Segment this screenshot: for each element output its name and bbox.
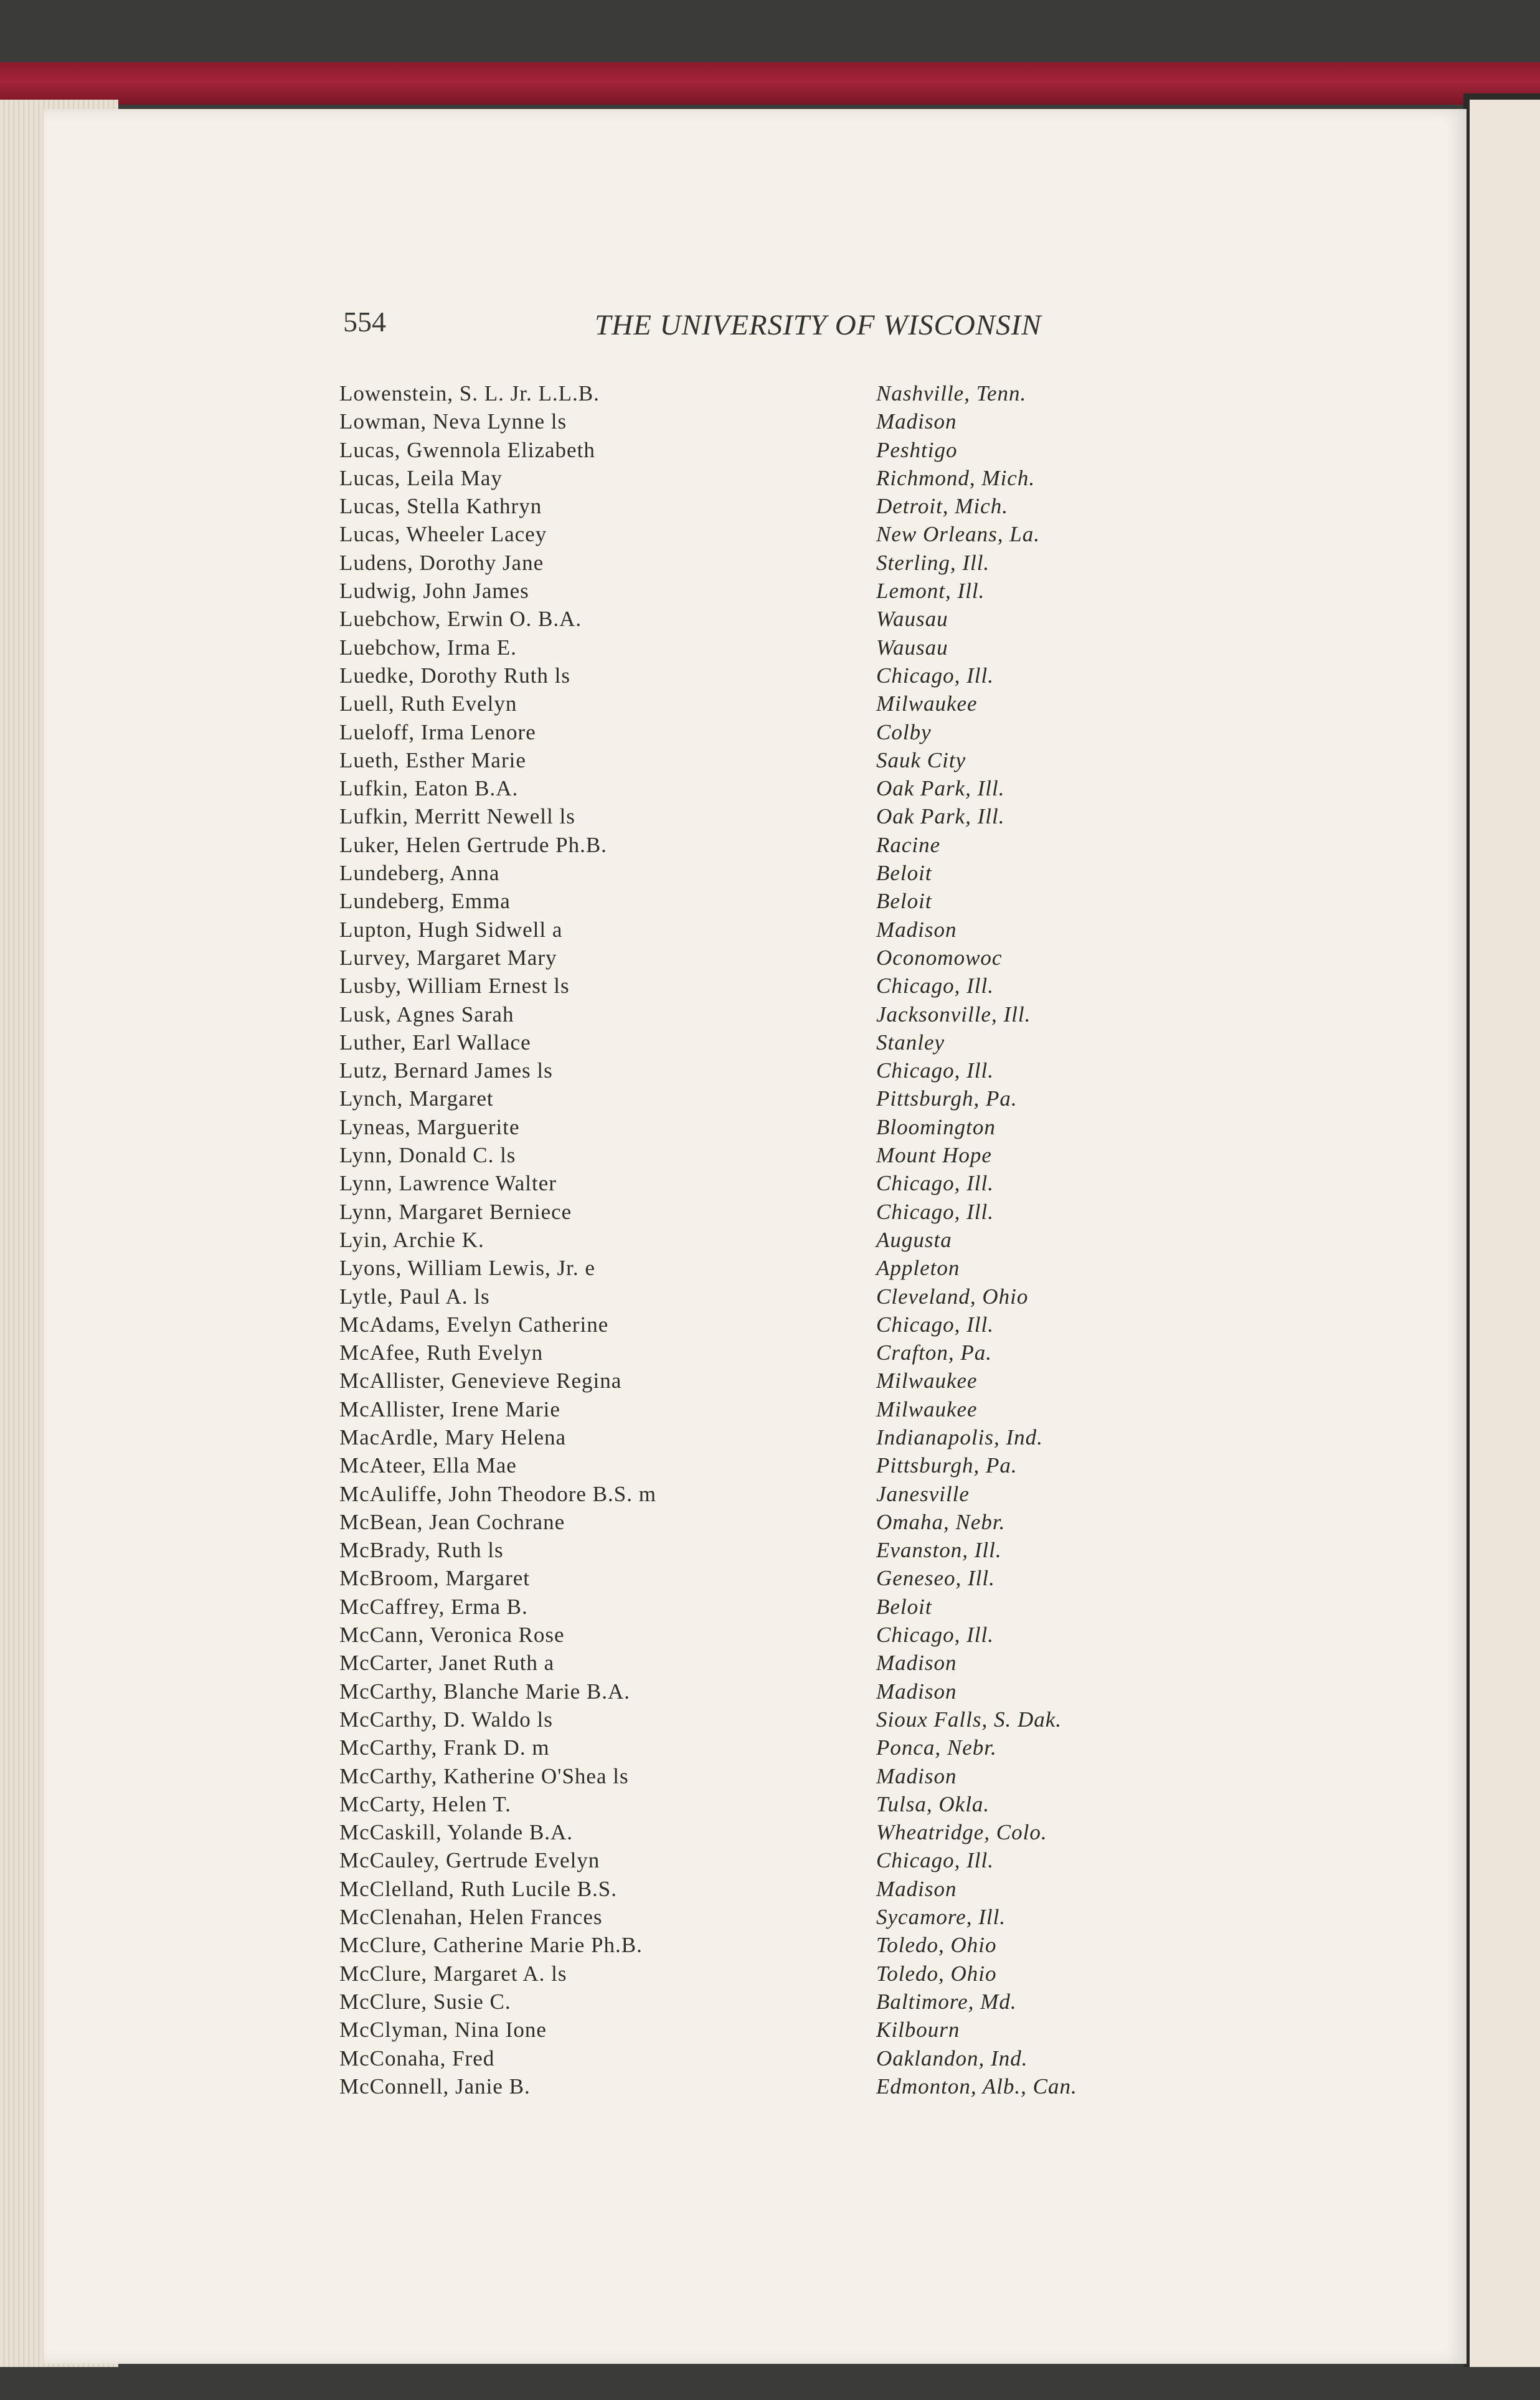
entry-hometown: Wheatridge, Colo. [876,1820,1047,1845]
entry-name: Luedke, Dorothy Ruth ls [339,663,571,688]
entry-hometown: Appleton [876,1256,960,1281]
entry-hometown: Chicago, Ill. [876,663,994,688]
entry-name: McBrady, Ruth ls [339,1538,504,1563]
entry-name: Lucas, Leila May [339,465,503,490]
entry-name: Lyneas, Marguerite [339,1114,520,1139]
entry-hometown: New Orleans, La. [876,522,1040,547]
entry-hometown: Chicago, Ill. [876,974,994,998]
entry-hometown: Crafton, Pa. [876,1340,993,1365]
entry-hometown: Richmond, Mich. [876,465,1036,490]
entry-name: Lucas, Gwennola Elizabeth [339,437,595,462]
entry-name: McBean, Jean Cochrane [339,1509,565,1534]
entry-name: McAllister, Irene Marie [339,1397,560,1421]
entry-hometown: Wausau [876,607,948,632]
entry-name: Luker, Helen Gertrude Ph.B. [339,832,607,857]
entry-name: Lupton, Hugh Sidwell a [339,917,563,942]
entry-hometown: Milwaukee [876,1397,978,1421]
entry-name: Lynch, Margaret [339,1086,494,1111]
entry-name: McConaha, Fred [339,2046,495,2070]
entry-name: McClenahan, Helen Frances [339,1905,603,1930]
entry-hometown: Indianapolis, Ind. [876,1425,1043,1449]
entry-name: McBroom, Margaret [339,1566,531,1591]
entry-hometown: Oaklandon, Ind. [876,2046,1028,2070]
entry-hometown: Milwaukee [876,1368,978,1393]
entry-name: Lowman, Neva Lynne ls [339,409,567,434]
entry-name: McCauley, Gertrude Evelyn [339,1848,600,1873]
entry-hometown: Beloit [876,861,932,886]
entry-hometown: Madison [876,1679,957,1704]
entry-name: McClure, Susie C. [339,1989,511,2014]
entry-name: Ludens, Dorothy Jane [339,550,544,575]
entry-name: McCarthy, Frank D. m [339,1735,550,1760]
entry-name: McClure, Margaret A. ls [339,1961,567,1986]
adjacent-page-edge [1470,100,1540,2373]
entry-name: Lucas, Wheeler Lacey [339,522,547,547]
entry-name: McCarthy, D. Waldo ls [339,1707,553,1732]
entry-name: McConnell, Janie B. [339,2074,531,2099]
entry-hometown: Wausau [876,635,948,660]
entry-hometown: Chicago, Ill. [876,1171,994,1196]
entry-hometown: Evanston, Ill. [876,1538,1002,1563]
entry-hometown: Madison [876,409,957,434]
entry-name: Ludwig, John James [339,579,529,604]
running-head: THE UNIVERSITY OF WISCONSIN [595,309,1042,341]
entry-hometown: Tulsa, Okla. [876,1791,990,1816]
entry-name: Lynn, Lawrence Walter [339,1171,557,1196]
entry-hometown: Detroit, Mich. [876,494,1008,519]
entry-name: McCarty, Helen T. [339,1791,511,1816]
entry-hometown: Baltimore, Md. [876,1989,1017,2014]
entry-name: McClure, Catherine Marie Ph.B. [339,1933,643,1958]
entry-hometown: Edmonton, Alb., Can. [876,2074,1077,2099]
entry-name: McClelland, Ruth Lucile B.S. [339,1876,618,1901]
entry-hometown: Madison [876,1651,957,1676]
entry-name: McAuliffe, John Theodore B.S. m [339,1481,656,1506]
entry-name: Lurvey, Margaret Mary [339,945,557,970]
entry-hometown: Omaha, Nebr. [876,1509,1006,1534]
entry-name: Lufkin, Eaton B.A. [339,776,519,801]
entry-hometown: Chicago, Ill. [876,1312,994,1337]
entry-name: Lytle, Paul A. ls [339,1284,490,1309]
entry-hometown: Sycamore, Ill. [876,1905,1006,1930]
entry-name: Luebchow, Irma E. [339,635,517,660]
entry-hometown: Janesville [876,1481,970,1506]
entry-hometown: Toledo, Ohio [876,1961,997,1986]
entry-hometown: Chicago, Ill. [876,1199,994,1224]
entry-hometown: Oak Park, Ill. [876,776,1005,801]
entry-name: McCann, Veronica Rose [339,1623,565,1648]
page-number: 554 [343,306,386,338]
entry-name: MacArdle, Mary Helena [339,1425,567,1449]
entry-hometown: Sioux Falls, S. Dak. [876,1707,1062,1732]
entry-hometown: Toledo, Ohio [876,1933,997,1958]
entry-hometown: Nashville, Tenn. [876,381,1027,406]
entry-name: McCarthy, Katherine O'Shea ls [339,1763,629,1788]
entry-hometown: Bloomington [876,1114,996,1139]
entry-hometown: Oconomowoc [876,945,1003,970]
entry-hometown: Beloit [876,889,932,914]
entry-hometown: Mount Hope [876,1143,992,1168]
entry-name: Luther, Earl Wallace [339,1030,531,1055]
entry-name: McCaffrey, Erma B. [339,1594,528,1619]
entry-hometown: Milwaukee [876,691,978,716]
entry-hometown: Madison [876,1763,957,1788]
entry-name: Lynn, Donald C. ls [339,1143,516,1168]
entry-name: Lueth, Esther Marie [339,747,526,772]
entry-name: McCarthy, Blanche Marie B.A. [339,1679,631,1704]
book-spine-binding [0,62,1540,105]
entry-hometown: Racine [876,832,941,857]
entry-name: Lueloff, Irma Lenore [339,719,536,744]
entry-name: Lusk, Agnes Sarah [339,1002,514,1027]
entry-hometown: Sterling, Ill. [876,550,990,575]
entry-hometown: Chicago, Ill. [876,1058,994,1083]
entry-name: Luell, Ruth Evelyn [339,691,517,716]
entry-name: McCarter, Janet Ruth a [339,1651,555,1676]
entry-hometown: Chicago, Ill. [876,1623,994,1648]
entry-name: Lundeberg, Anna [339,861,500,886]
entry-hometown: Augusta [876,1227,952,1252]
entry-name: McAteer, Ella Mae [339,1453,517,1478]
entry-hometown: Colby [876,719,932,744]
entry-hometown: Madison [876,1876,957,1901]
entry-name: Lutz, Bernard James ls [339,1058,553,1083]
background-bottom [0,2367,1540,2400]
entry-hometown: Pittsburgh, Pa. [876,1086,1018,1111]
entry-hometown: Jacksonville, Ill. [876,1002,1031,1027]
entry-name: Lundeberg, Emma [339,889,511,914]
entry-name: McClyman, Nina Ione [339,2018,547,2042]
entry-hometown: Stanley [876,1030,945,1055]
entry-name: Lusby, William Ernest ls [339,974,570,998]
entry-hometown: Cleveland, Ohio [876,1284,1029,1309]
entry-hometown: Sauk City [876,747,966,772]
entry-name: Lyons, William Lewis, Jr. e [339,1256,595,1281]
entry-name: McAdams, Evelyn Catherine [339,1312,609,1337]
entry-name: Lufkin, Merritt Newell ls [339,804,575,829]
entry-name: Lucas, Stella Kathryn [339,494,542,519]
entry-hometown: Peshtigo [876,437,958,462]
entry-hometown: Beloit [876,1594,932,1619]
entry-hometown: Madison [876,917,957,942]
entry-name: McCaskill, Yolande B.A. [339,1820,573,1845]
entry-name: Lynn, Margaret Berniece [339,1199,572,1224]
entry-name: McAllister, Genevieve Regina [339,1368,622,1393]
entry-name: Luebchow, Erwin O. B.A. [339,607,582,632]
entry-hometown: Chicago, Ill. [876,1848,994,1873]
entry-hometown: Ponca, Nebr. [876,1735,997,1760]
entry-name: Lowenstein, S. L. Jr. L.L.B. [339,381,600,406]
entry-name: McAfee, Ruth Evelyn [339,1340,544,1365]
entry-hometown: Pittsburgh, Pa. [876,1453,1018,1478]
entry-hometown: Geneseo, Ill. [876,1566,995,1591]
entry-hometown: Lemont, Ill. [876,579,985,604]
entry-hometown: Oak Park, Ill. [876,804,1005,829]
entry-hometown: Kilbourn [876,2018,960,2042]
entry-name: Lyin, Archie K. [339,1227,484,1252]
background-top [0,0,1540,69]
